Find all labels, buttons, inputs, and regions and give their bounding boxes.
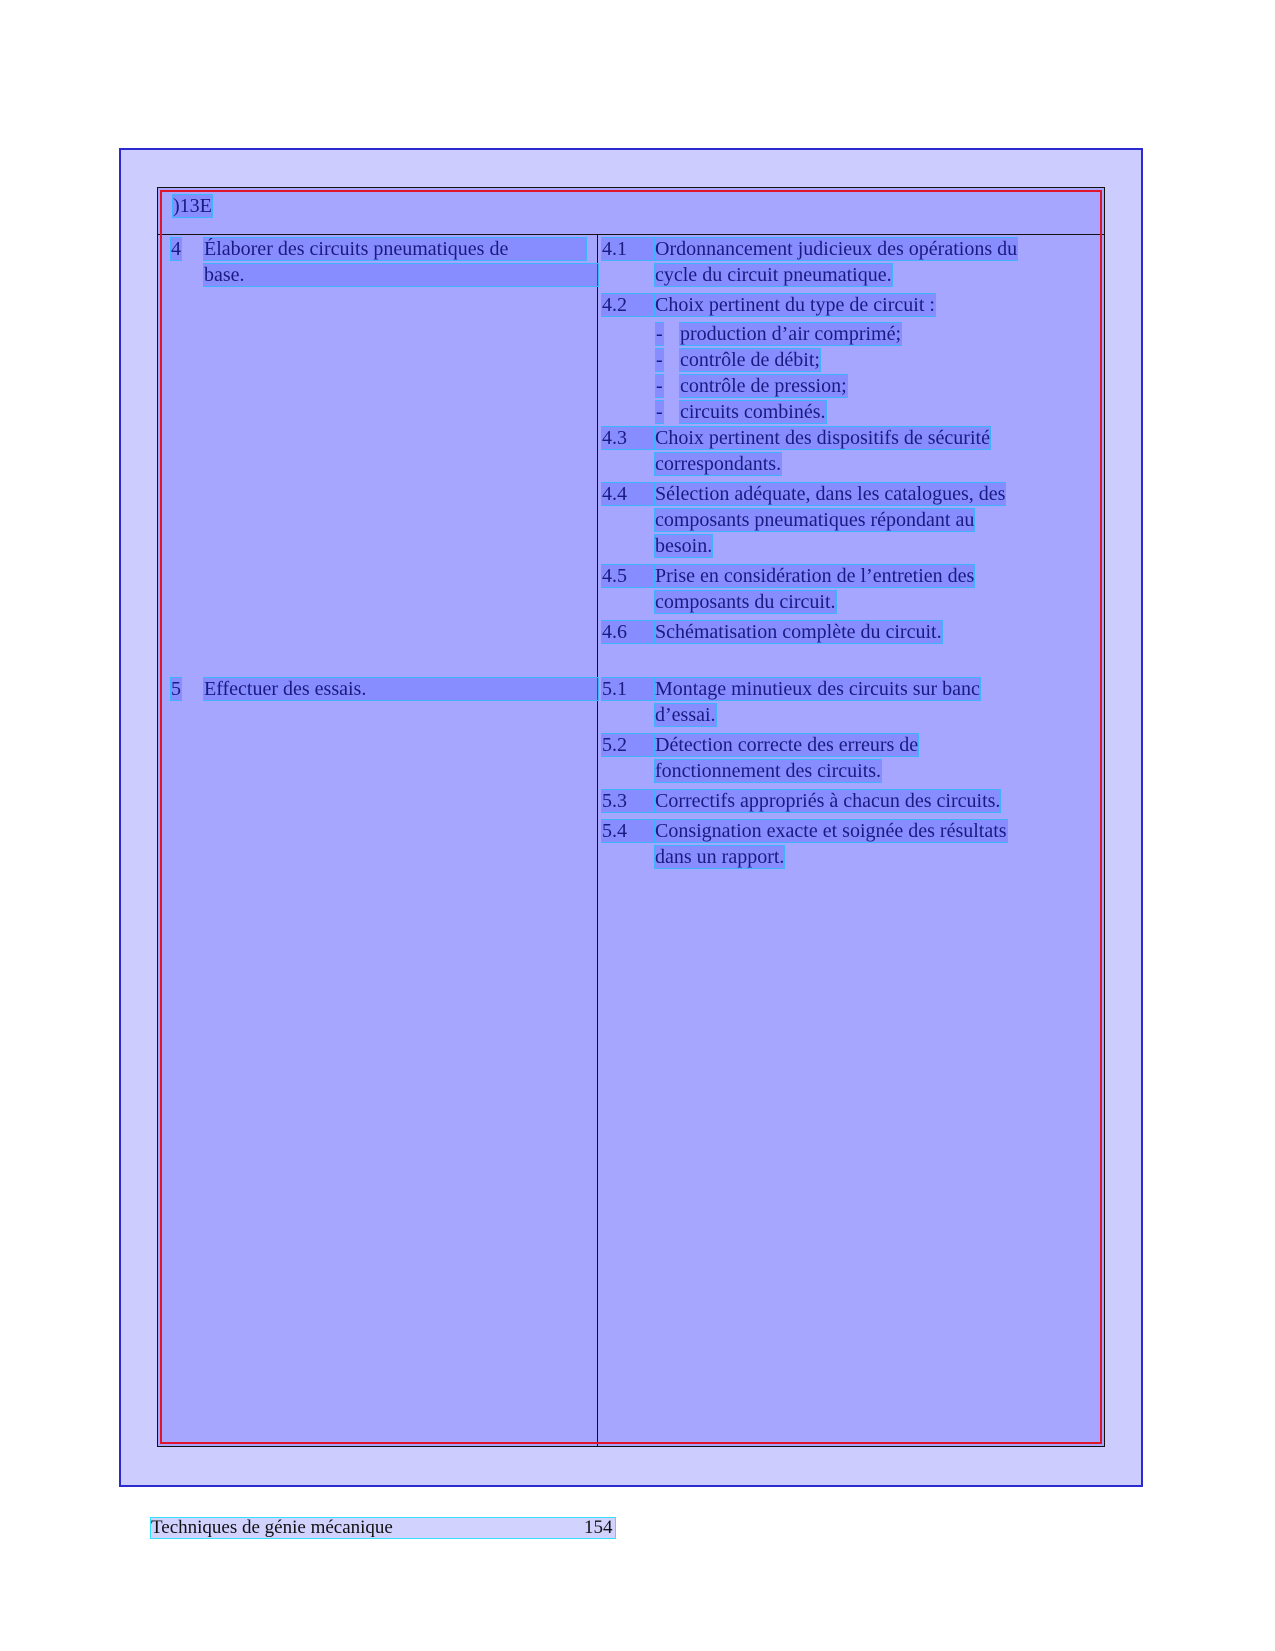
element-text: base. <box>204 264 598 286</box>
bullet-item: production d’air comprimé; <box>680 323 902 345</box>
bullet-item: circuits combinés. <box>680 401 826 423</box>
criterion-text: Schématisation complète du circuit. <box>655 621 942 643</box>
competency-code: )13E <box>173 195 212 217</box>
criterion-text: Correctifs appropriés à chacun des circuits. <box>655 790 1001 812</box>
criterion-text: correspondants. <box>655 453 782 475</box>
criterion-text: composants du circuit. <box>655 591 836 613</box>
bullet-symbol: - <box>656 323 663 345</box>
criterion-text: d’essai. <box>655 704 716 726</box>
criterion-text: Ordonnancement judicieux des opérations du <box>655 238 1018 260</box>
competency-table <box>157 187 1105 1447</box>
criterion-number: 5.3 <box>602 790 654 812</box>
criterion-text: Détection correcte des erreurs de <box>655 734 919 756</box>
criterion-text: Montage minutieux des circuits sur banc <box>655 678 980 700</box>
criterion-number: 4.6 <box>602 621 654 643</box>
table-header-divider <box>157 234 1105 235</box>
criterion-text: Prise en considération de l’entretien des <box>655 565 975 587</box>
criterion-number: 4.3 <box>602 427 654 449</box>
bullet-item: contrôle de pression; <box>680 375 847 397</box>
bullet-symbol: - <box>656 375 663 397</box>
criterion-number: 4.2 <box>602 294 654 316</box>
criterion-text: dans un rapport. <box>655 846 785 868</box>
criterion-text: Sélection adéquate, dans les catalogues, des <box>655 483 1006 505</box>
bullet-symbol: - <box>656 401 663 423</box>
element-number: 5 <box>171 678 181 700</box>
criterion-number: 4.1 <box>602 238 654 260</box>
criterion-text: cycle du circuit pneumatique. <box>655 264 892 286</box>
criterion-text: composants pneumatiques répondant au <box>655 509 975 531</box>
element-text: Effectuer des essais. <box>204 678 598 700</box>
criterion-number: 5.1 <box>602 678 654 700</box>
criterion-text: Choix pertinent des dispositifs de sécurité <box>655 427 990 449</box>
page-number: 154 <box>584 1517 613 1538</box>
criterion-number: 4.4 <box>602 483 654 505</box>
criterion-text: Consignation exacte et soignée des résultats <box>655 820 1007 842</box>
criterion-text: besoin. <box>655 535 713 557</box>
footer-title: Techniques de génie mécanique <box>151 1517 393 1538</box>
criterion-number: 4.5 <box>602 565 654 587</box>
element-number: 4 <box>171 238 181 260</box>
element-text: Élaborer des circuits pneumatiques de <box>204 238 586 260</box>
criterion-number: 5.4 <box>602 820 654 842</box>
table-column-divider <box>597 234 598 1447</box>
bullet-item: contrôle de débit; <box>680 349 820 371</box>
criterion-text: fonctionnement des circuits. <box>655 760 882 782</box>
criterion-number: 5.2 <box>602 734 654 756</box>
criterion-text: Choix pertinent du type de circuit : <box>655 294 935 316</box>
bullet-symbol: - <box>656 349 663 371</box>
